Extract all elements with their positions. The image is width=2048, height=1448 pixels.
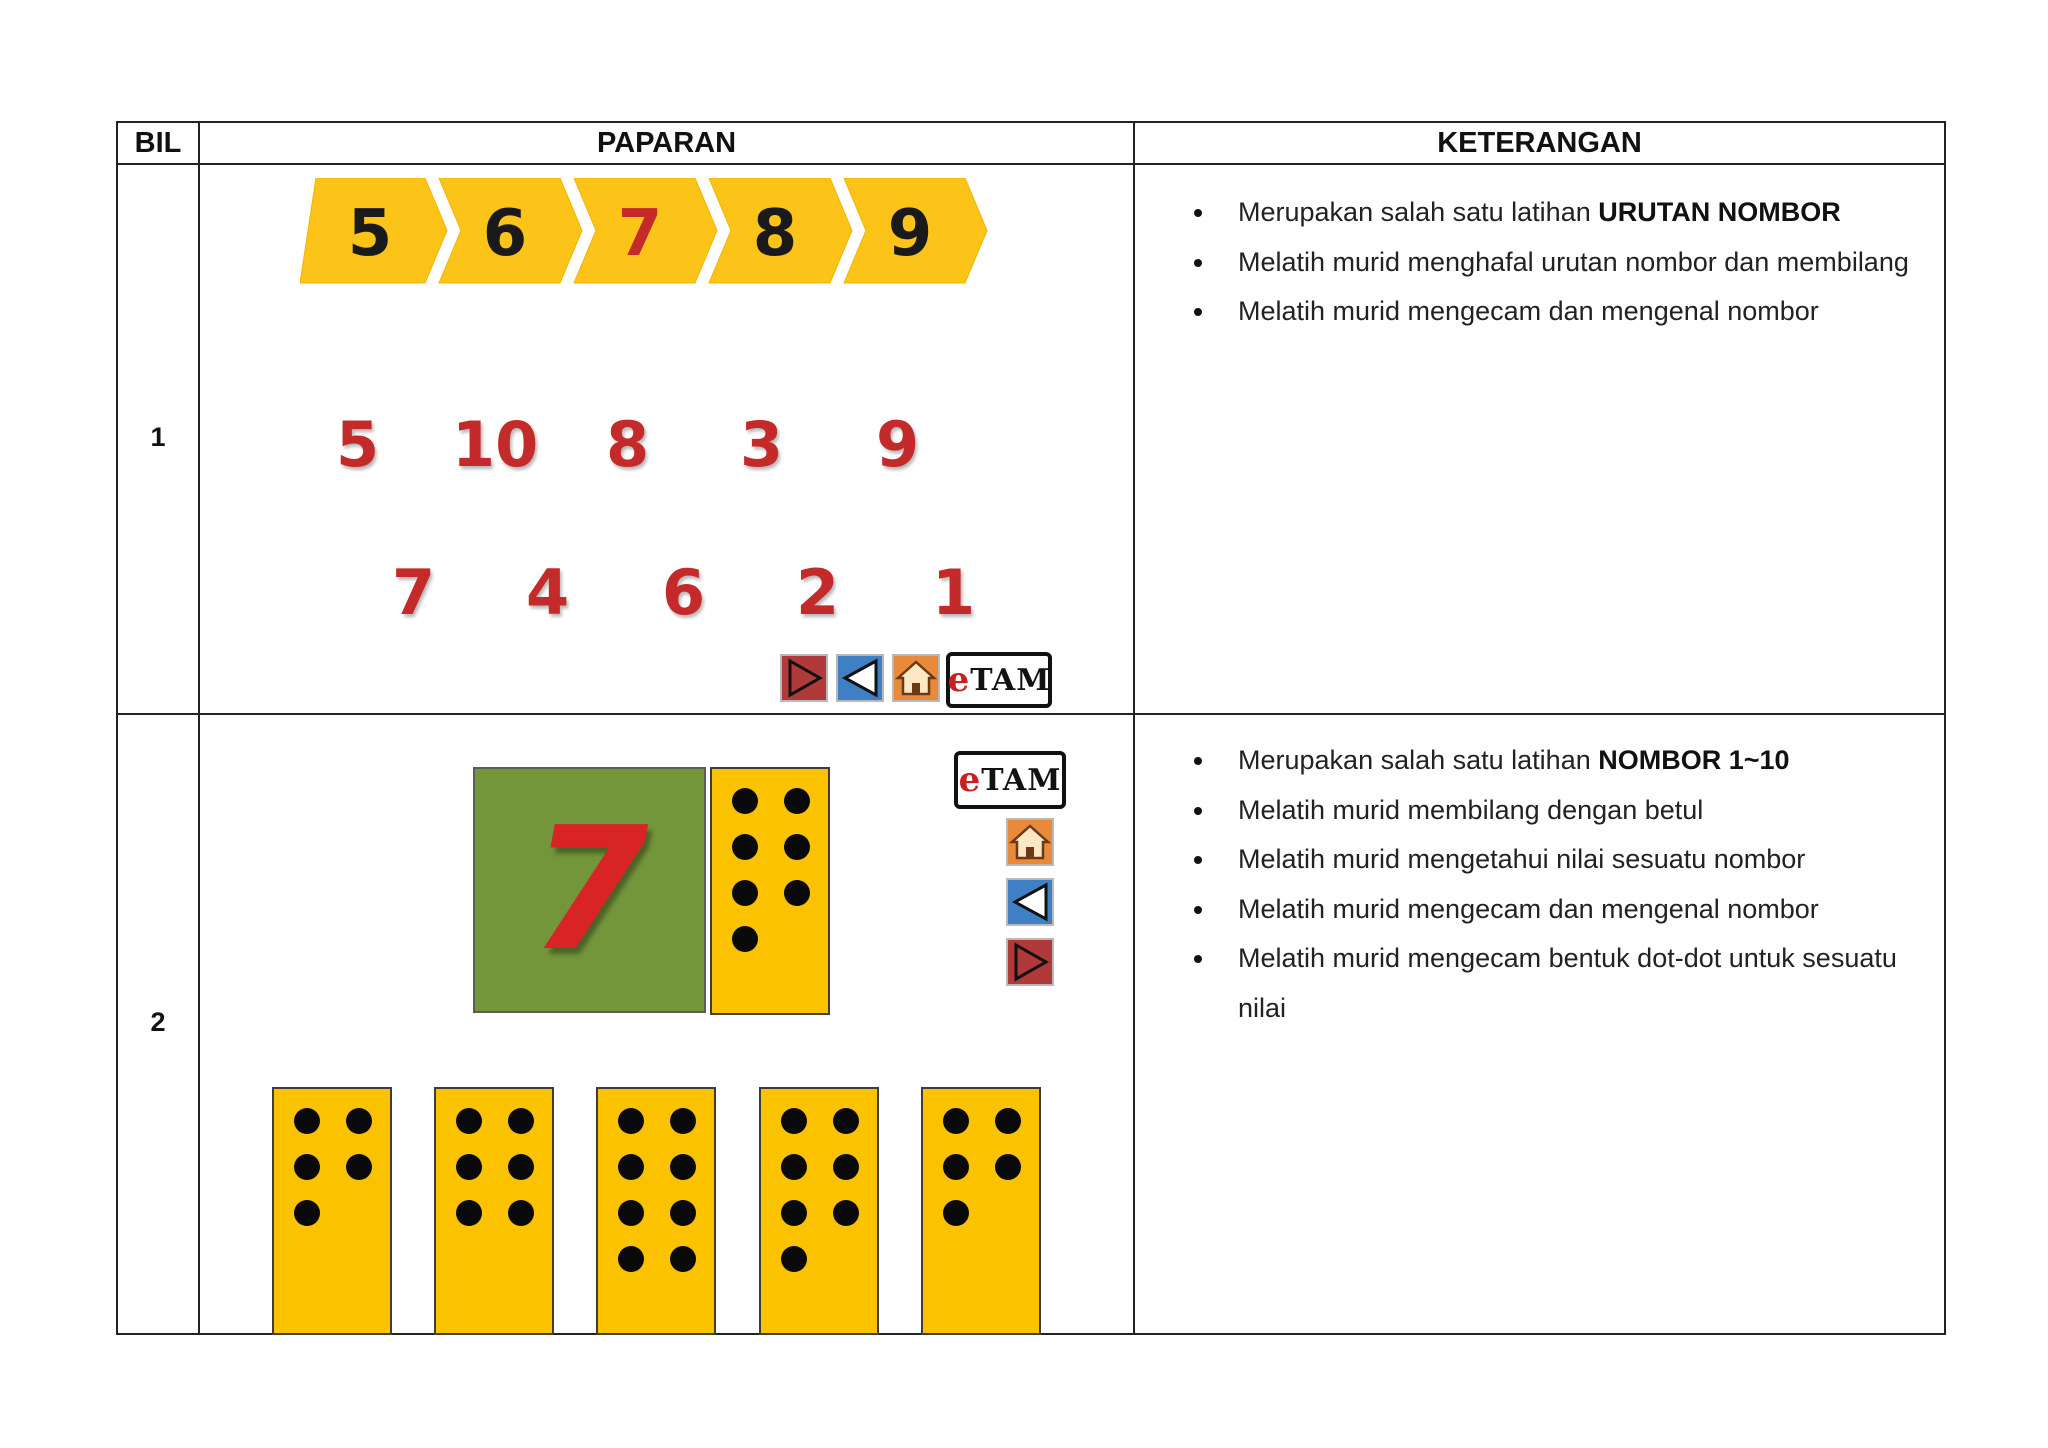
count-dot [670, 1108, 696, 1134]
count-dot [995, 1108, 1021, 1134]
count-dot [833, 1108, 859, 1134]
count-dot [294, 1108, 320, 1134]
bullet-text: Melatih murid mengecam dan mengenal nombor [1238, 893, 1819, 924]
etam-logo [946, 652, 1052, 708]
count-dot [456, 1108, 482, 1134]
description-bullet [1190, 736, 1920, 786]
bullet-text: Melatih murid mengecam dan mengenal nombor [1238, 296, 1819, 326]
row-1-description-list [1190, 188, 1920, 337]
row-2-number: 2 [150, 1007, 166, 1037]
description-bullet [1190, 835, 1920, 885]
description-bullet [1190, 934, 1920, 1033]
count-dot [781, 1246, 807, 1272]
description-bullet [1190, 287, 1920, 337]
count-dot [508, 1154, 534, 1180]
number-choice[interactable]: 1 [932, 556, 976, 629]
sequence-number[interactable]: 5 [347, 197, 393, 271]
back-arrow-icon [1008, 880, 1052, 924]
row-1-number: 1 [150, 422, 166, 452]
bullet-text: Merupakan salah satu latihan [1238, 745, 1599, 775]
bullet-bold-term: URUTAN NOMBOR [1598, 197, 1841, 227]
number-choice[interactable]: 3 [740, 408, 784, 481]
count-dot [670, 1154, 696, 1180]
number-choice[interactable]: 7 [392, 556, 436, 629]
play-button[interactable] [780, 654, 828, 702]
bullet-bold-term: NOMBOR 1~10 [1598, 745, 1790, 775]
count-dot [670, 1246, 696, 1272]
bullet-text: Melatih murid mengetahui nilai sesuatu nombor [1238, 844, 1806, 874]
number-choice[interactable]: 9 [876, 408, 920, 481]
count-dot [732, 926, 758, 952]
description-bullet [1190, 188, 1920, 238]
bullet-text: Melatih murid membilang dengan betul [1238, 794, 1704, 825]
bullet-text: Melatih murid menghafal urutan nombor dan membilang [1238, 246, 1909, 277]
count-dot [456, 1154, 482, 1180]
bullet-text: Merupakan salah satu latihan [1238, 197, 1599, 227]
number-choice[interactable]: 4 [526, 556, 570, 629]
back-button[interactable] [836, 654, 884, 702]
bullet-text: Melatih murid mengecam bentuk dot-dot untuk sesuatu nilai [1238, 943, 1897, 1023]
option-dot-card[interactable] [596, 1087, 716, 1335]
etam-logo-e: e [958, 760, 982, 800]
count-dot [781, 1200, 807, 1226]
play-icon [1008, 940, 1052, 984]
count-dot [732, 834, 758, 860]
home-button[interactable] [1006, 818, 1054, 866]
home-icon [894, 656, 938, 700]
sequence-number[interactable]: 6 [482, 197, 528, 271]
count-dot [784, 880, 810, 906]
number-choice[interactable]: 5 [336, 408, 380, 481]
number-tile [473, 767, 706, 1013]
etam-logo-e: e [947, 660, 971, 700]
count-dot [294, 1154, 320, 1180]
count-dot [833, 1154, 859, 1180]
description-bullet [1190, 238, 1920, 288]
count-dot [670, 1200, 696, 1226]
count-dot [943, 1200, 969, 1226]
number-tile-value: 7 [530, 791, 649, 989]
number-choice[interactable]: 6 [662, 556, 706, 629]
count-dot [943, 1108, 969, 1134]
table-col-divider-2 [1133, 121, 1135, 1335]
count-dot [618, 1154, 644, 1180]
header-paparan: PAPARAN [596, 126, 737, 159]
home-icon [1008, 820, 1052, 864]
back-arrow-icon [838, 656, 882, 700]
number-choice[interactable]: 2 [796, 556, 840, 629]
count-dot [784, 788, 810, 814]
sequence-number[interactable]: 9 [887, 197, 933, 271]
table-border-right [1944, 121, 1946, 1335]
count-dot [781, 1154, 807, 1180]
header-keterangan: KETERANGAN [1437, 126, 1642, 159]
count-dot [618, 1200, 644, 1226]
option-dot-card[interactable] [921, 1087, 1041, 1335]
main-dot-card [710, 767, 830, 1015]
number-choice[interactable]: 8 [606, 408, 650, 481]
number-sequence-chevrons [300, 178, 1020, 290]
sequence-number[interactable]: 8 [752, 197, 798, 271]
count-dot [833, 1200, 859, 1226]
etam-logo-tam: TAM [970, 662, 1051, 698]
count-dot [618, 1108, 644, 1134]
option-dot-card[interactable] [272, 1087, 392, 1335]
count-dot [781, 1108, 807, 1134]
count-dot [294, 1200, 320, 1226]
description-bullet [1190, 885, 1920, 935]
home-button[interactable] [892, 654, 940, 702]
count-dot [995, 1154, 1021, 1180]
row-2-description-list [1190, 736, 1920, 1033]
header-bil: BIL [134, 126, 182, 159]
count-dot [346, 1154, 372, 1180]
play-icon [782, 656, 826, 700]
count-dot [732, 788, 758, 814]
count-dot [618, 1246, 644, 1272]
option-dot-card[interactable] [434, 1087, 554, 1335]
etam-logo [954, 751, 1066, 809]
table-row-divider [117, 713, 1945, 715]
count-dot [508, 1200, 534, 1226]
count-dot [784, 834, 810, 860]
number-choice[interactable]: 10 [452, 408, 539, 481]
etam-logo-tam: TAM [981, 762, 1062, 798]
count-dot [943, 1154, 969, 1180]
sequence-number[interactable]: 7 [617, 197, 663, 271]
table-col-divider-1 [198, 121, 200, 1335]
count-dot [508, 1108, 534, 1134]
table-border-left [116, 121, 118, 1335]
count-dot [346, 1108, 372, 1134]
description-bullet [1190, 786, 1920, 836]
back-button[interactable] [1006, 878, 1054, 926]
count-dot [456, 1200, 482, 1226]
count-dot [732, 880, 758, 906]
option-dot-card[interactable] [759, 1087, 879, 1335]
play-button[interactable] [1006, 938, 1054, 986]
